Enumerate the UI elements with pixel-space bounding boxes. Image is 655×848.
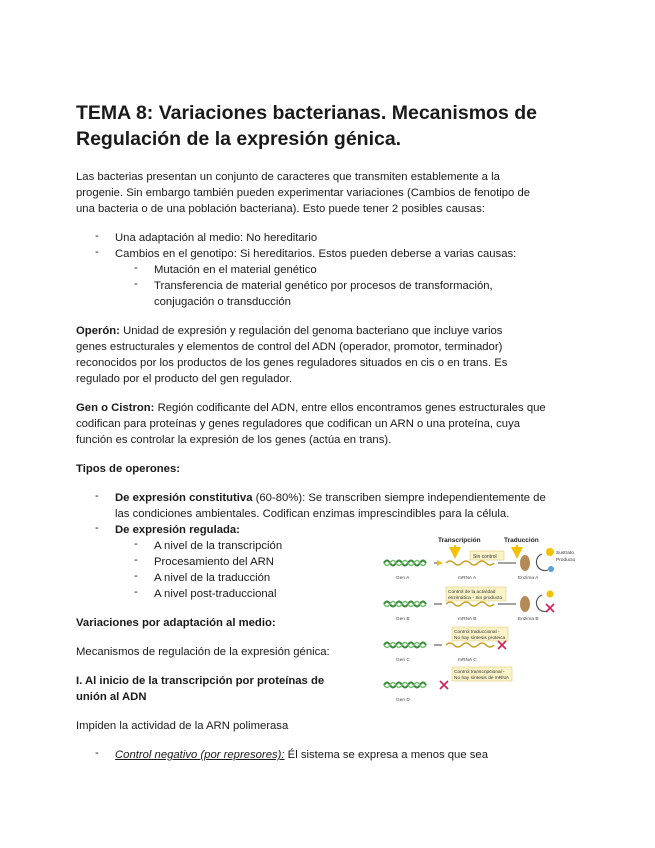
row-gene-a xyxy=(384,548,576,581)
bullet-dash: - xyxy=(134,586,138,598)
svg-text:mRNA B: mRNA B xyxy=(458,617,477,622)
svg-text:mRNA C: mRNA C xyxy=(458,658,477,663)
section-1-heading-line-1: I. Al inicio de la transcripción por proteínas de xyxy=(76,675,325,687)
svg-text:Gen D: Gen D xyxy=(396,698,410,703)
operon-line-4: regulado por el producto del gen regulador. xyxy=(76,373,293,385)
svg-text:Sustrato: Sustrato xyxy=(556,551,574,556)
blocked-cross-icon xyxy=(546,604,554,612)
header-transcription: Transcripción xyxy=(438,537,481,544)
intro-line-3: una bacteria o de una población bacteriana). Esto puede tener 2 posibles causas: xyxy=(76,203,485,215)
cistron-term: Gen o Cistron: xyxy=(76,402,155,414)
negative-control-term: Control negativo (por represores): xyxy=(115,749,285,761)
cycle-arrow-icon xyxy=(536,595,548,612)
ribosome-icon xyxy=(520,596,530,612)
header-translation: Traducción xyxy=(504,537,539,544)
svg-text:No hay síntesis proteica: No hay síntesis proteica xyxy=(454,636,506,641)
regulated-item: A nivel de la transcripción xyxy=(154,540,283,552)
mrna-icon xyxy=(446,561,494,565)
svg-text:mRNA A: mRNA A xyxy=(458,576,477,581)
row-gene-c xyxy=(384,627,508,663)
row-gene-d xyxy=(384,667,512,703)
bullet-dash: - xyxy=(95,230,99,242)
polymerase-text: Impiden la actividad de la ARN polimerasa xyxy=(76,720,289,732)
regulated-item: A nivel de la traducción xyxy=(154,572,271,584)
constitutive-line-1: De expresión constitutiva (60-80%): Se transcriben siempre independientemente de xyxy=(115,492,546,504)
negative-control-line: Control negativo (por represores): Él sistema se expresa a menos que sea xyxy=(115,749,488,761)
cause-2: Cambios en el genotipo: Si hereditarios. Estos pueden deberse a varias causas: xyxy=(115,248,517,260)
operon-term: Operón: xyxy=(76,325,120,337)
substrate-icon xyxy=(546,548,554,556)
svg-text:Control traduccional -: Control traduccional - xyxy=(454,630,500,635)
blocked-cross-icon xyxy=(440,681,448,689)
cause-2a: Mutación en el material genético xyxy=(154,264,317,276)
bullet-dash: - xyxy=(134,538,138,550)
svg-text:Control de la actividad: Control de la actividad xyxy=(448,590,496,595)
adaptation-heading: Variaciones por adaptación al medio: xyxy=(76,617,276,629)
bullet-dash: - xyxy=(134,570,138,582)
svg-text:Enzima B: Enzima B xyxy=(518,617,539,622)
cause-1: Una adaptación al medio: No hereditario xyxy=(115,232,318,244)
svg-text:Gen B: Gen B xyxy=(396,617,410,622)
intro-line-1: Las bacterias presentan un conjunto de caracteres que transmiten establemente a la xyxy=(76,171,500,183)
bullet-dash: - xyxy=(95,490,99,502)
types-heading: Tipos de operones: xyxy=(76,463,180,475)
cause-2b-line-2: conjugación o transducción xyxy=(154,296,291,308)
mrna-icon xyxy=(446,602,494,606)
bullet-dash: - xyxy=(134,278,138,290)
svg-text:Producto: Producto xyxy=(556,558,576,563)
bullet-dash: - xyxy=(134,554,138,566)
operon-line-3: reconocidos por los productos de los genes reguladores situados en cis o en trans. Es xyxy=(76,357,508,369)
bullet-dash: - xyxy=(134,262,138,274)
svg-text:No hay síntesis de mRNA: No hay síntesis de mRNA xyxy=(454,676,509,681)
cistron-line-2: codifican para proteínas y genes reguladores que codifican un ARN o una proteína, cuya xyxy=(76,418,521,430)
regulated-item: Procesamiento del ARN xyxy=(154,556,274,568)
operon-line-2: genes estructurales y elementos de control del ADN (operador, promotor, terminador) xyxy=(76,341,503,353)
intro-line-2: progenie. Sin embargo también pueden experimentar variaciones (Cambios de fenotipo de xyxy=(76,187,531,199)
section-1-heading-line-2: unión al ADN xyxy=(76,691,147,703)
regulated-heading: De expresión regulada: xyxy=(115,524,240,536)
svg-text:Sin control: Sin control xyxy=(473,554,497,560)
svg-text:Gen C: Gen C xyxy=(396,658,410,663)
cistron-line-1: Gen o Cistron: Región codificante del ADN, entre ellos encontramos genes estructurales que xyxy=(76,402,546,414)
page-title: TEMA 8: Variaciones bacterianas. Mecanismos de Regulación de la expresión génica. xyxy=(76,102,537,150)
mechanisms-text: Mecanismos de regulación de la expresión génica: xyxy=(76,646,330,658)
blocked-cross-icon xyxy=(498,641,506,649)
mrna-icon xyxy=(446,643,494,647)
svg-text:Gen A: Gen A xyxy=(396,576,410,581)
regulation-levels-figure xyxy=(380,532,580,706)
svg-text:enzimática - Sin producto: enzimática - Sin producto xyxy=(448,596,503,601)
cycle-arrow-icon xyxy=(536,554,548,571)
svg-text:Control transcripcional -: Control transcripcional - xyxy=(454,670,505,675)
svg-text:Enzima A: Enzima A xyxy=(518,576,539,581)
bullet-dash: - xyxy=(95,246,99,258)
cistron-line-3: función es controlar la expresión de los genes (actúa en trans). xyxy=(76,434,392,446)
operon-line-1: Operón: Unidad de expresión y regulación del genoma bacteriano que incluye varios xyxy=(76,325,503,337)
ribosome-icon xyxy=(520,555,530,571)
cause-2b-line-1: Transferencia de material genético por procesos de transformación, xyxy=(154,280,493,292)
bullet-dash: - xyxy=(95,747,99,759)
regulated-item: A nivel post-traduccional xyxy=(154,588,277,600)
bullet-dash: - xyxy=(95,522,99,534)
row-gene-b xyxy=(384,587,554,622)
constitutive-line-2: las condiciones ambientales. Codifican enzimas imprescindibles para la célula. xyxy=(115,508,510,520)
